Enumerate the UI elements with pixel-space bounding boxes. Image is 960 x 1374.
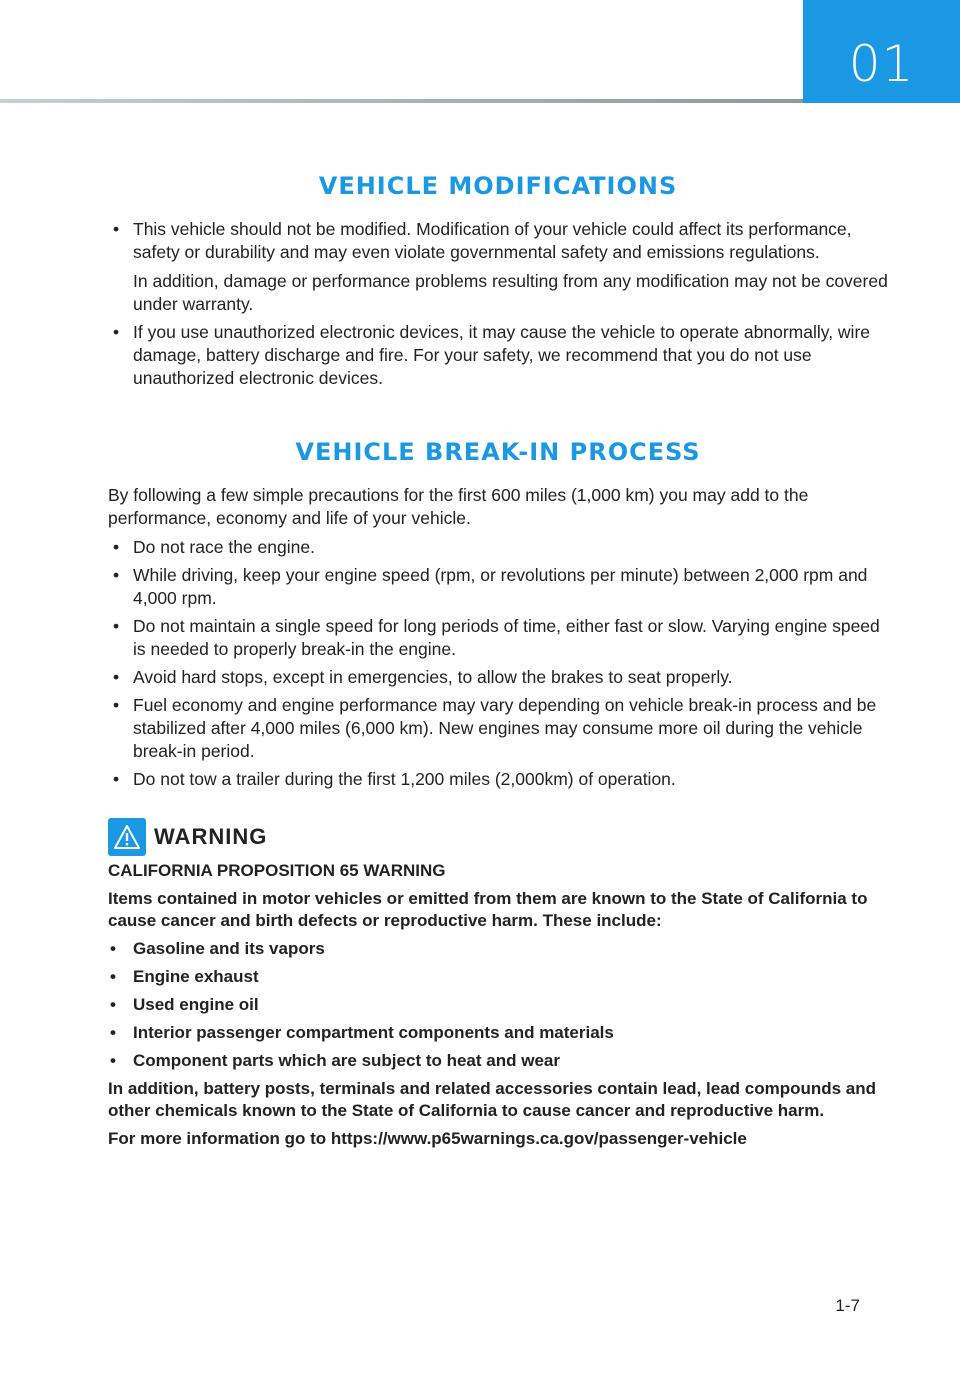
bullet-text: Used engine oil [133, 995, 259, 1014]
bullet-text: Component parts which are subject to heat and wear [133, 1051, 560, 1070]
list-item: • Engine exhaust [110, 967, 259, 986]
bullet-text: If you use unauthorized electronic devices, it may cause the vehicle to operate abnormally, wire damage, battery discharge and fire. For your safety, we recommend that you do not use unauthorized electronic devices. [133, 322, 871, 388]
warning-addition: In addition, battery posts, terminals and related accessories contain lead, lead compounds and other chemicals known to the State of California to cause cancer and reproductive harm. [108, 1079, 877, 1120]
list-item [108, 218, 888, 316]
warning-list [108, 938, 888, 1072]
warning-more-info: For more information go to https://www.p65warnings.ca.gov/passenger-vehicle [108, 1129, 747, 1148]
bullet-text: Engine exhaust [133, 967, 259, 986]
bullet-text: Do not tow a trailer during the first 1,200 miles (2,000km) of operation. [133, 769, 676, 789]
bullet-text: Do not maintain a single speed for long periods of time, either fast or slow. Varying engine speed is needed to properly break-in the engine. [133, 616, 880, 659]
warning-header [108, 818, 888, 856]
warning-triangle-icon [108, 818, 146, 856]
list-item: • Do not maintain a single speed for long periods of time, either fast or slow. Varying engine speed is needed to properly break-in the engine. [113, 616, 880, 659]
bullet-dot: • [113, 322, 120, 342]
warning-subtitle: CALIFORNIA PROPOSITION 65 WARNING [108, 861, 446, 880]
list-item: • Interior passenger compartment components and materials [110, 1023, 614, 1042]
page-number: 1-7 [835, 1296, 860, 1315]
header-rule [0, 99, 803, 103]
chapter-number: 01 [848, 35, 915, 93]
break-in-title: VEHICLE BREAK-IN PROCESS [295, 438, 701, 466]
bullet-text: Fuel economy and engine performance may vary depending on vehicle break-in process and be stabilized after 4,000 miles (6,000 km). New engines may consume more oil during the vehicle break-in period. [133, 695, 877, 761]
bullet-text: Avoid hard stops, except in emergencies, to allow the brakes to seat properly. [133, 667, 733, 687]
chapter-tab [803, 0, 960, 103]
list-item: • Gasoline and its vapors [110, 939, 325, 958]
bullet-text: Interior passenger compartment components and materials [133, 1023, 614, 1042]
list-item: • Do not race the engine. [113, 537, 315, 557]
warning-title: WARNING [154, 824, 268, 849]
break-in-intro: By following a few simple precautions for the first 600 miles (1,000 km) you may add to the performance, economy and life of your vehicle. [108, 485, 809, 528]
list-item: • Component parts which are subject to heat and wear [110, 1051, 560, 1070]
bullet-subtext: In addition, damage or performance problems resulting from any modification may not be covered under warranty. [133, 271, 888, 314]
warning-intro: Items contained in motor vehicles or emitted from them are known to the State of California to cause cancer and birth defects or reproductive harm. These include: [108, 889, 868, 930]
list-item: • While driving, keep your engine speed (rpm, or revolutions per minute) between 2,000 rpm and 4,000 rpm. [113, 565, 868, 608]
bullet-text: Do not race the engine. [133, 537, 315, 557]
modifications-list [108, 218, 888, 390]
page-content [108, 172, 888, 1156]
bullet-text: This vehicle should not be modified. Modification of your vehicle could affect its performance, safety or durability and may even violate governmental safety and emissions regulations. [133, 219, 852, 262]
bullet-text: Gasoline and its vapors [133, 939, 325, 958]
break-in-list [108, 536, 888, 791]
list-item: • Fuel economy and engine performance may vary depending on vehicle break-in process and be stabilized after 4,000 miles (6,000 km). New engines may consume more oil during the vehicle break-in period. [113, 695, 877, 761]
list-item: • Used engine oil [110, 995, 259, 1014]
list-item [108, 321, 888, 390]
list-item: • Avoid hard stops, except in emergencies, to allow the brakes to seat properly. [113, 667, 733, 687]
list-item: • Do not tow a trailer during the first 1,200 miles (2,000km) of operation. [113, 769, 676, 789]
modifications-title: VEHICLE MODIFICATIONS [318, 172, 678, 200]
bullet-text: While driving, keep your engine speed (rpm, or revolutions per minute) between 2,000 rpm and 4,000 rpm. [133, 565, 868, 608]
bullet-dot: • [113, 219, 120, 239]
